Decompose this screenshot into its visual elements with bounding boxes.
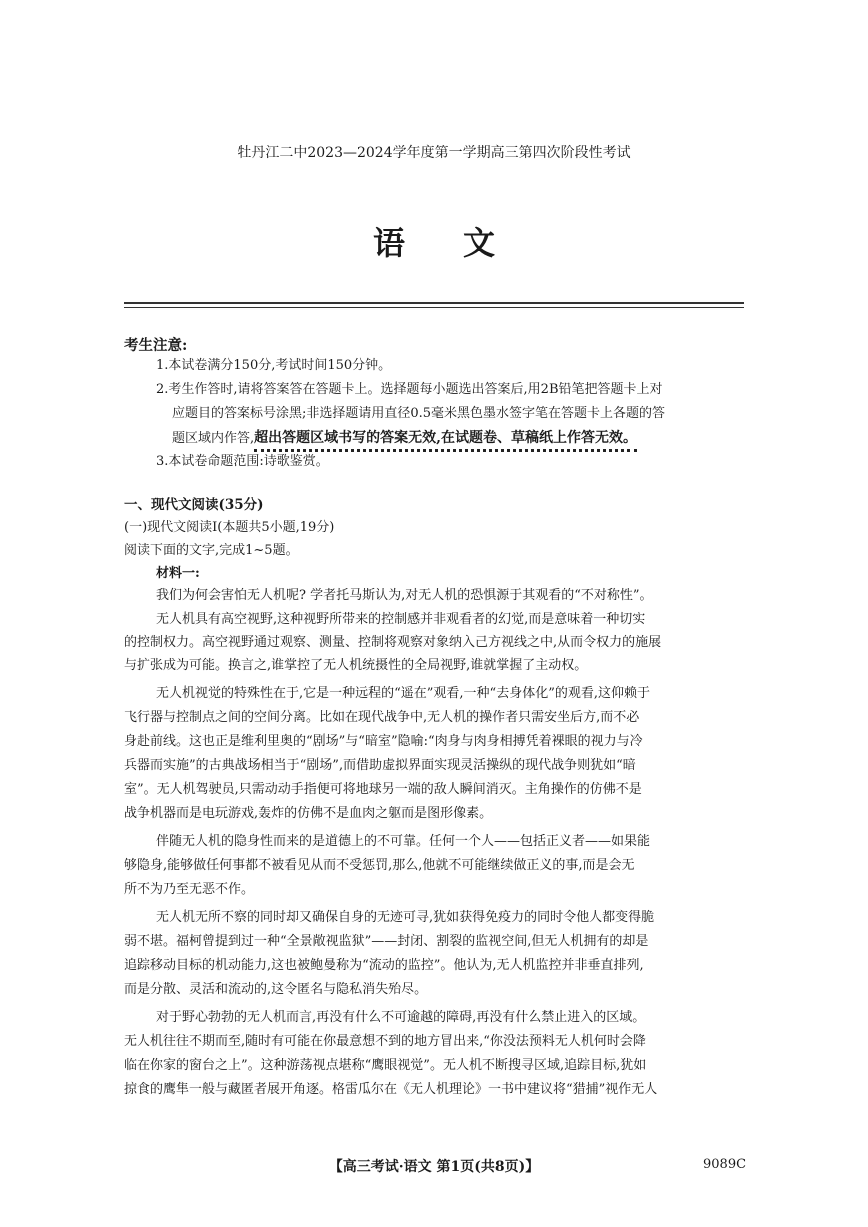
body-line: 我们为何会害怕无人机呢? 学者托马斯认为,对无人机的恐惧源于其观看的“不对称性”。 <box>156 588 653 603</box>
paper-code: 9089C <box>703 1157 747 1172</box>
exam-title: 牡丹江二中2023—2024学年度第一学期高三第四次阶段性考试 <box>237 145 631 161</box>
body-line: 无人机无所不察的同时却又确保自身的无迹可寻,犹如获得免疫力的同时令他人都变得脆 <box>156 910 655 925</box>
header-divider-thin <box>124 307 744 308</box>
section-title: 一、现代文阅读(35分) <box>124 497 264 513</box>
page-footer: 【高三考试·语文 第1页(共8页)】 <box>328 1159 540 1175</box>
notice-item-2-line-2: 应题目的答案标号涂黑;非选择题请用直径0.5毫米黑色墨水签字笔在答题卡上各题的答 <box>172 406 666 421</box>
body-line: 伴随无人机的隐身性而来的是道德上的不可靠。任何一个人——包括正义者——如果能 <box>156 834 651 849</box>
body-line: 的控制权力。高空视野通过观察、测量、控制将观察对象纳入己方视线之中,从而令权力的施展 <box>124 635 662 650</box>
body-line: 兵器而实施”的古典战场相当于“剧场”,而借助虚拟界面实现灵活操纵的现代战争则犹如“暗 <box>124 758 636 773</box>
notice-item-1: 1.本试卷满分150分,考试时间150分钟。 <box>156 358 392 373</box>
notice-emphasis: 超出答题区域书写的答案无效,在试题卷、草稿纸上作答无效。 <box>254 430 637 452</box>
section-subtitle: (一)现代文阅读Ⅰ(本题共5小题,19分) <box>124 520 335 535</box>
notice-item-3: 3.本试卷命题范围:诗歌鉴赏。 <box>156 454 329 469</box>
body-line: 飞行器与控制点之间的空间分离。比如在现代战争中,无人机的操作者只需安坐后方,而不必 <box>124 710 640 725</box>
body-line: 室”。无人机驾驶员,只需动动手指便可将地球另一端的敌人瞬间消灭。主角操作的仿佛不是 <box>124 782 642 797</box>
body-line: 掠食的鹰隼一般与藏匿者展开角逐。格雷瓜尔在《无人机理论》一书中建议将“猎捕”视作无人 <box>124 1082 658 1097</box>
body-line: 对于野心勃勃的无人机而言,再没有什么不可逾越的障碍,再没有什么禁止进入的区域。 <box>156 1010 646 1025</box>
body-line: 而是分散、灵活和流动的,这令匿名与隐私消失殆尽。 <box>124 982 428 997</box>
body-line: 无人机往往不期而至,随时有可能在你最意想不到的地方冒出来,“你没法预料无人机何时会降 <box>124 1034 646 1049</box>
body-line: 与扩张成为可能。换言之,谁掌控了无人机统摄性的全局视野,谁就掌握了主动权。 <box>124 658 588 673</box>
header-divider-thick <box>124 302 744 304</box>
notice-item-2-line-3 <box>172 429 637 448</box>
body-line: 弱不堪。福柯曾提到过一种“全景敞视监狱”——封闭、割裂的监视空间,但无人机拥有的却是 <box>124 934 649 949</box>
body-line: 无人机具有高空视野,这种视野所带来的控制感并非观看者的幻觉,而是意味着一种切实 <box>156 612 646 627</box>
body-line: 无人机视觉的特殊性在于,它是一种远程的“遥在”观看,一种“去身体化”的观看,这仰赖于 <box>156 686 650 701</box>
body-line: 追踪移动目标的机动能力,这也被鲍曼称为“流动的监控”。他认为,无人机监控并非垂直排列, <box>124 958 644 973</box>
body-line: 所不为乃至无恶不作。 <box>124 882 255 897</box>
body-line: 身赴前线。这也正是维利里奥的“剧场”与“暗室”隐喻:“肉身与肉身相搏凭着裸眼的视力与冷 <box>124 734 643 749</box>
subject-title: 语文 <box>372 224 553 262</box>
notice-item-2-line-1: 2.考生作答时,请将答案答在答题卡上。选择题每小题选出答案后,用2B铅笔把答题卡上对 <box>156 382 663 397</box>
notice-item-2-plain: 题区域内作答, <box>172 431 255 446</box>
body-line: 战争机器而是电玩游戏,轰炸的仿佛不是血肉之躯而是图形像素。 <box>124 806 493 821</box>
body-line: 临在你家的窗台之上”。这种游荡视点堪称“鹰眼视觉”。无人机不断搜寻区域,追踪目标,犹如 <box>124 1058 647 1073</box>
notice-heading: 考生注意: <box>124 337 188 354</box>
material-label: 材料一: <box>156 566 200 581</box>
reading-instruction: 阅读下面的文字,完成1~5题。 <box>124 543 299 558</box>
body-line: 够隐身,能够做任何事都不被看见从而不受惩罚,那么,他就不可能继续做正义的事,而是会无 <box>124 858 635 873</box>
